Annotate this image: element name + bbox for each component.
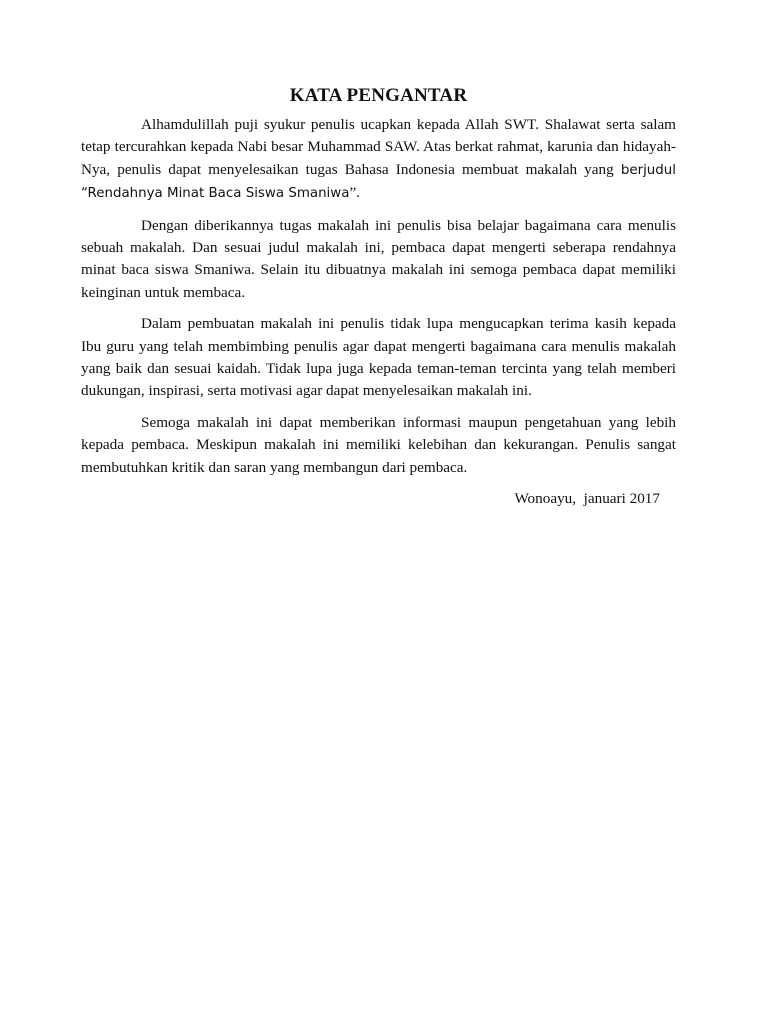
paragraph-4: Semoga makalah ini dapat memberikan informasi maupun pengetahuan yang lebih kepada pembaca. Meskipun makalah ini memiliki kelebihan dan kekurangan. Penulis sangat membutuhkan kritik dan saran yang membangun dari pembaca. — [81, 413, 676, 476]
paragraph-2: Dengan diberikannya tugas makalah ini penulis bisa belajar bagaimana cara menulis sebuah makalah. Dan sesuai judul makalah ini, pembaca dapat mengerti seberapa rendahnya minat baca siswa Smaniwa. Selain itu dibuatnya makalah ini semoga pembaca dapat memiliki keinginan untuk membaca. — [81, 216, 676, 301]
paragraph-1-closing: ”. — [349, 184, 360, 202]
document-body — [81, 84, 676, 510]
paragraph-1-title-quote: berjudul “Rendahnya Minat Baca Siswa Smaniwa — [81, 162, 676, 202]
paragraph-3: Dalam pembuatan makalah ini penulis tidak lupa mengucapkan terima kasih kepada Ibu guru yang telah membimbing penulis agar dapat mengerti bagaimana cara menulis makalah yang baik dan sesuai kaidah. Tidak lupa juga kepada teman-teman tercinta yang telah memberi dukungan, inspirasi, serta motivasi agar dapat menyelesaikan makalah ini. — [81, 315, 676, 400]
paragraph-1-text: Alhamdulillah puji syukur penulis ucapkan kepada Allah SWT. Shalawat serta salam tetap tercurahkan kepada Nabi besar Muhammad SAW. Atas berkat rahmat, karunia dan hidayah-Nya, penulis dapat menyelesaikan tugas Bahasa Indonesia membuat makalah yang — [81, 116, 676, 178]
place-date-signature: Wonoayu, januari 2017 — [514, 490, 660, 508]
document-title: KATA PENGANTAR — [289, 85, 468, 106]
paragraph-1 — [81, 114, 676, 206]
